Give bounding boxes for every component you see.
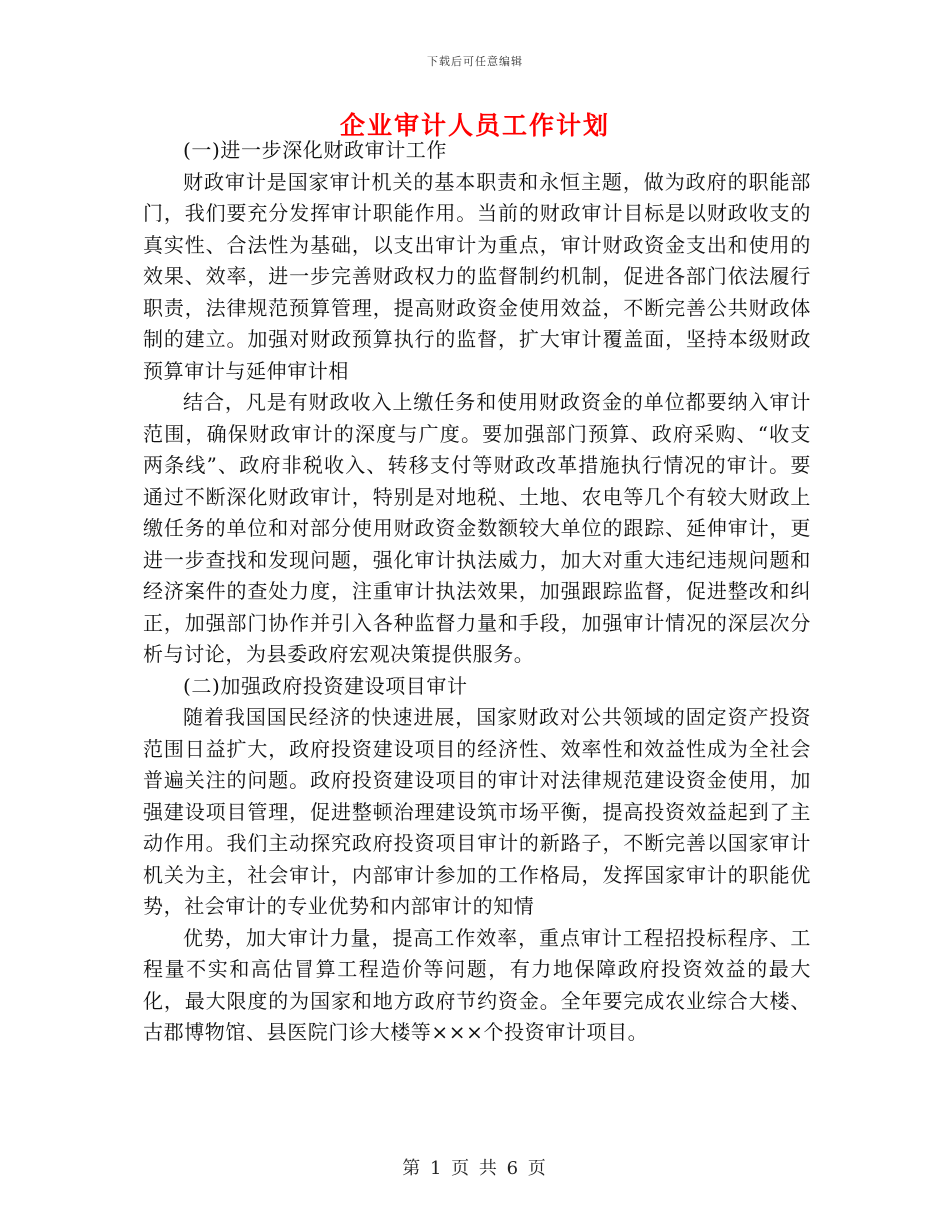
page-number-footer: 第 1 页 共 6 页: [402, 1158, 548, 1179]
body-paragraph: 财政审计是国家审计机关的基本职责和永恒主题，做为政府的职能部门，我们要充分发挥审计职能作用。当前的财政审计目标是以财政收支的真实性、合法性为基础，以支出审计为重点，审计财政资金支出和使用的效果、效率，进一步完善财政权力的监督制约机制，促进各部门依法履行职责，法律规范预算管理，提高财政资金使用效益，不断完善公共财政体制的建立。加强对财政预算执行的监督，扩大审计覆盖面，坚持本级财政预算审计与延伸审计相: [143, 169, 811, 383]
document-title: 企业审计人员工作计划: [339, 111, 610, 140]
section-heading-2: (二)加强政府投资建设项目审计: [183, 673, 468, 698]
body-paragraph: 优势，加大审计力量，提高工作效率，重点审计工程招投标程序、工程量不实和高估冒算工程造价等问题，有力地保障政府投资效益的最大化，最大限度的为国家和地方政府节约资金。全年要完成农业综合大楼、古郡博物馆、县医院门诊大楼等×××个投资审计项目。: [143, 925, 811, 1044]
document-body: [143, 135, 811, 1049]
section-heading-1: (一)进一步深化财政审计工作: [183, 138, 448, 162]
header-note: 下载后可任意编辑: [427, 55, 523, 68]
body-paragraph: 结合，凡是有财政收入上缴任务和使用财政资金的单位都要纳入审计范围，确保财政审计的深度与广度。要加强部门预算、政府采购、“收支两条线”、政府非税收入、转移支付等财政改革措施执行情况的审计。要通过不断深化财政审计，特别是对地税、土地、农电等几个有较大财政上缴任务的单位和对部分使用财政资金数额较大单位的跟踪、延伸审计，更进一步查找和发现问题，强化审计执法威力，加大对重大违纪违规问题和经济案件的查处力度，注重审计执法效果，加强跟踪监督，促进整改和纠正，加强部门协作并引入各种监督力量和手段，加强审计情况的深层次分析与讨论，为县委政府宏观决策提供服务。: [143, 390, 811, 666]
body-paragraph: 随着我国国民经济的快速进展，国家财政对公共领域的固定资产投资范围日益扩大，政府投资建设项目的经济性、效率性和效益性成为全社会普遍关注的问题。政府投资建设项目的审计对法律规范建设资金使用，加强建设项目管理，促进整顿治理建设筑市场平衡，提高投资效益起到了主动作用。我们主动探究政府投资项目审计的新路子，不断完善以国家审计机关为主，社会审计，内部审计参加的工作格局，发挥国家审计的职能优势，社会审计的专业优势和内部审计的知情: [143, 705, 811, 918]
